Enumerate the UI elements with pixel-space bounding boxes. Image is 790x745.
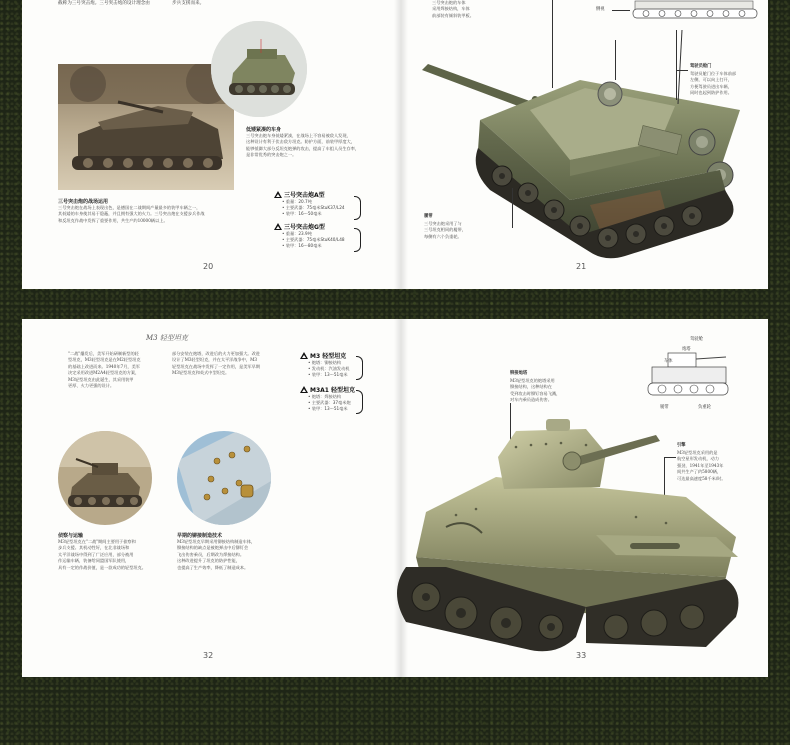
variant-m3-heading — [300, 351, 380, 360]
variant-g-heading — [274, 222, 366, 231]
mid-col-line: 轻型坦克在战场中发挥了一定作用，是美军早期 — [172, 363, 260, 369]
track-line: 三号坦克相同的履带， — [424, 227, 466, 233]
variant-m3-line: • 炮塔：铆接结构 — [308, 360, 342, 365]
variant-m3a1-line: • 主要武器：37毫米炮 — [308, 400, 351, 405]
side-view-diagram — [630, 0, 760, 20]
leader-line — [676, 30, 677, 100]
mid-col-line: M3轻型坦克和英式中型坦克。 — [172, 370, 230, 376]
photo-caption-line: 和反坦克作战中发挥了重要作用，共生产约10000辆以上。 — [58, 217, 168, 223]
hatch-line: 左侧，可以向上打开， — [690, 77, 732, 83]
turret-line: M3轻型坦克的炮塔采用 — [510, 378, 555, 383]
left-top-text: 截称为三号突击炮。三号突击炮的设计理念由 — [58, 1, 150, 6]
diagram-label-3: 车体 — [664, 359, 673, 364]
variant-a-line: • 装甲：16～50毫米 — [282, 211, 322, 216]
variant-g-line: • 主要武器：75毫米StuK40/L48 — [282, 237, 345, 242]
right-top-line: 采用焊接结构，车体 — [432, 6, 470, 12]
variant-m3a1-heading — [300, 385, 380, 394]
circle2-title: 早期的铆接制造技术 — [177, 533, 223, 539]
variant-a-heading — [274, 190, 366, 199]
photo-caption-line: 三号突击炮在战场上表现出色，是德国在二战期间产量最多的装甲车辆之一， — [58, 205, 201, 210]
circle-rivets-closeup — [177, 431, 271, 525]
left-top-text-2: 步兵支援而来。 — [172, 1, 205, 6]
circle1-line: 太平洋战场中得到了广泛应用，部分被用 — [58, 551, 134, 557]
track-line: 三号突击炮采用了与 — [424, 221, 462, 226]
circle-caption-title: 低矮紧凑的车身 — [246, 127, 282, 133]
variant-m3a1-line: • 装甲：13～51毫米 — [308, 406, 348, 411]
left-col-line: 决定采用改进M2A4轻型坦克的方案， — [68, 370, 140, 376]
right-top-line: 前部装有倾斜装甲板。 — [432, 12, 474, 18]
engine-line: M3轻型坦克采用的是 — [677, 450, 718, 455]
engine-line: 间共生产了约5800辆， — [677, 469, 722, 475]
circle1-line: 步兵支援。其机动性好，在北非战场和 — [58, 545, 130, 551]
hatch-line: 方便驾驶员进出车辆， — [690, 83, 732, 89]
circle-caption-line: 三号突击炮车身低矮紧凑，在战场上不容易被敌人发现， — [246, 133, 351, 138]
left-col-line: M3轻型坦克由此诞生，其采用装甲 — [68, 376, 134, 382]
variant-m3-title: M3 轻型坦克 — [310, 353, 347, 360]
book-spread-bottom — [22, 319, 768, 677]
circle1-line: M3轻型坦克在"二战"期间主要用于侦察和 — [58, 539, 136, 544]
track-line: 每侧有六个负重轮。 — [424, 233, 462, 239]
variant-m3-line: • 装甲：13～51毫米 — [308, 372, 348, 377]
photo-caption-line: 其低矮的车身使其易于隐蔽，并且拥有强大的火力。三号突击炮在支援步兵作战 — [58, 211, 205, 217]
left-col-line: 更厚、火力更强的设计。 — [68, 383, 115, 389]
mid-col-line: 设计了M3轻型坦克，并在太平洋战争中，M3 — [172, 357, 258, 363]
engine-title: 引擎 — [677, 443, 686, 448]
circle2-line: M3轻型坦克早期采用铆接结构制造车体， — [177, 539, 256, 544]
page-number-right: 33 — [576, 651, 587, 660]
circle2-text — [177, 539, 307, 571]
turret-line: 受到攻击时铆钉容易飞溅， — [510, 390, 561, 396]
diagram-label-2: 炮塔 — [682, 347, 691, 352]
circle-tank-closeup — [211, 21, 307, 117]
photo-caption-title: 三号突击炮的战场运用 — [58, 199, 109, 205]
circle-caption — [246, 133, 386, 159]
variant-g-line: • 装甲：16～80毫米 — [282, 243, 322, 248]
variant-box-m3 — [300, 351, 380, 378]
circle-sepia-tank — [58, 431, 152, 525]
variant-a-line: • 主要武器：75毫米StuK37/L24 — [282, 205, 345, 210]
variant-g-title: 三号突击炮G型 — [284, 224, 325, 231]
historic-photo — [58, 64, 234, 190]
circle1-line: 作运输车辆，装备给同盟国军队使用， — [58, 558, 130, 564]
turret-label-title: 铆接炮塔 — [510, 371, 528, 376]
variant-g-line: • 重量：23.9吨 — [282, 231, 312, 236]
right-top-line: 三号突击炮的车体 — [432, 0, 466, 5]
section-title: M3 轻型坦克 — [146, 334, 188, 342]
triangle-icon — [300, 386, 308, 393]
left-col-line: 型坦克，M3轻型坦克是在M2轻型坦克 — [68, 357, 141, 363]
brace-m3a1 — [356, 390, 363, 414]
engine-line: 可达最高速度58千米/时。 — [677, 475, 726, 481]
variant-box-m3a1 — [300, 385, 380, 412]
circle2-line: 飞出伤害乘员，后期改为焊接结构。 — [177, 551, 245, 557]
triangle-icon — [274, 191, 282, 198]
hatch-line: 同时也起到防护作用。 — [690, 90, 732, 96]
right-top-text — [432, 0, 512, 19]
book-spread-top — [22, 0, 768, 289]
circle-caption-line: 是非常优秀的突击炮之一。 — [246, 152, 297, 158]
circle-caption-line: 能够抵御大部分反坦克炮弹的攻击，提高了车组人员生存率， — [246, 145, 360, 151]
turret-label-text — [510, 378, 590, 404]
hatch-line: 驾驶员舱门位于车体前部 — [690, 71, 737, 76]
hatch-title: 驾驶员舱门 — [690, 64, 712, 69]
page-number-right: 21 — [576, 262, 587, 271]
variant-a-line: • 重量：20.7吨 — [282, 199, 312, 204]
brace-a — [354, 196, 361, 220]
circle-caption-line: 这种设计有利于伏击敌方坦克。防护方面，前装甲厚度大， — [246, 139, 355, 145]
variant-m3-line: • 发动机：汽油发动机 — [308, 366, 350, 371]
circle2-line: 这种改进提升了坦克的防护性能， — [177, 558, 240, 564]
triangle-icon — [274, 223, 282, 230]
track-text — [424, 221, 510, 240]
turret-line: 对车内乘员造成伤害。 — [510, 397, 552, 403]
leader-line — [615, 40, 616, 80]
left-col-line: "二战"爆发后，美军开始研制新型的轻 — [68, 351, 139, 356]
diagram-label-5: 负重轮 — [698, 405, 711, 410]
engine-line: 航空星形发动机，动力 — [677, 456, 719, 462]
leader-line — [612, 10, 630, 11]
side-view-label: 侧视 — [596, 7, 605, 12]
turret-line: 铆接结构，这种结构在 — [510, 384, 552, 390]
page-number-left: 20 — [203, 262, 214, 271]
diagram-label-1: 驾驶舱 — [690, 337, 703, 342]
variant-box-a — [274, 190, 366, 217]
left-column-text — [68, 351, 168, 389]
track-title: 履带 — [424, 214, 433, 219]
mid-column-text — [172, 351, 292, 377]
diagram-label-4: 履带 — [660, 405, 669, 410]
variant-box-g — [274, 222, 366, 249]
variant-a-title: 三号突击炮A型 — [284, 192, 325, 199]
leader-line — [512, 188, 513, 228]
leader-line — [552, 0, 553, 88]
brace-g — [354, 228, 361, 252]
left-col-line: 的基础上改进而来。1940年7月，美军 — [68, 363, 140, 369]
brace-m3 — [356, 356, 363, 380]
circle2-line: 铆接结构的缺点是被炮弹击中后铆钉会 — [177, 545, 249, 551]
page-gutter — [394, 0, 408, 289]
m3-3d-render — [386, 417, 746, 657]
variant-m3a1-title: M3A1 轻型坦克 — [310, 387, 356, 394]
leader-line — [676, 70, 688, 71]
circle1-title: 侦察与运输 — [58, 533, 84, 539]
variant-m3a1-line: • 炮塔：焊接结构 — [308, 394, 342, 399]
photo-caption — [58, 205, 248, 224]
engine-line: 强劲，1941年至1943年 — [677, 462, 724, 468]
circle1-text — [58, 539, 186, 571]
circle1-line: 具有一定的作战价值，是一款成功的轻型坦克。 — [58, 564, 146, 570]
page-number-left: 32 — [203, 651, 214, 660]
mid-col-line: 部分安装在炮塔，改进后的火力更加强大。改进 — [172, 351, 260, 356]
circle2-line: 也提高了生产效率，降低了制造成本。 — [177, 564, 249, 570]
hatch-text — [690, 71, 760, 97]
triangle-icon — [300, 352, 308, 359]
